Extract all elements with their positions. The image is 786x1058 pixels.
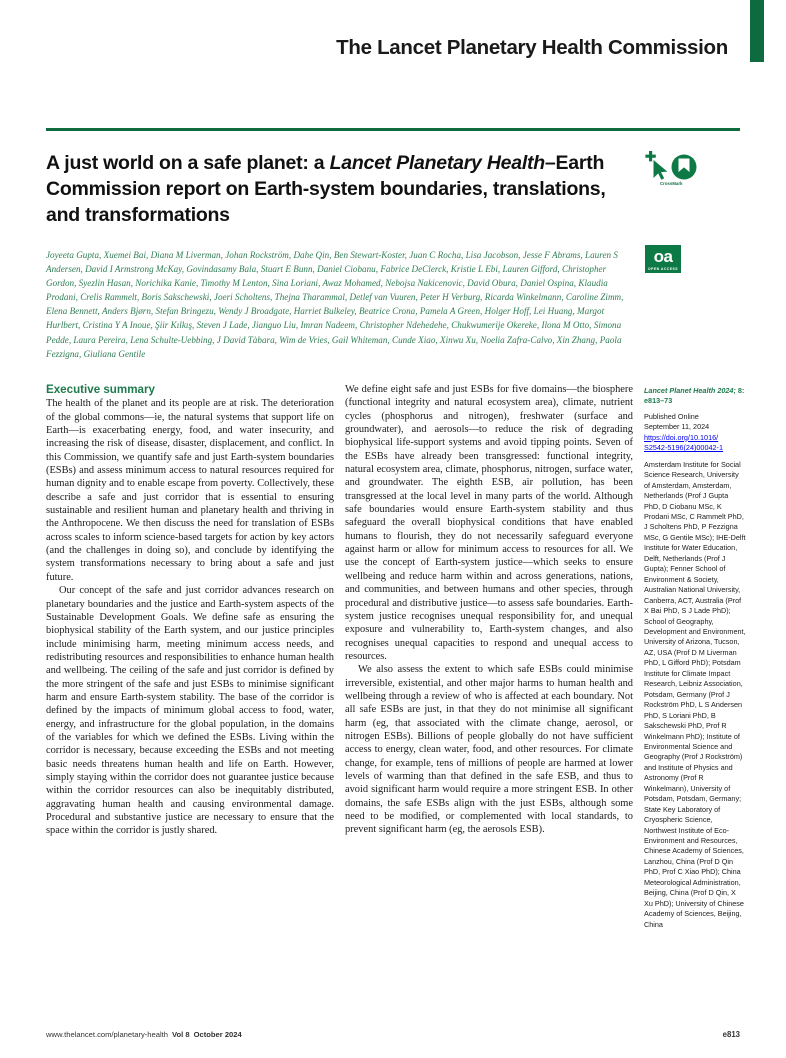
- executive-summary-column-1: [46, 383, 334, 838]
- section-heading-executive-summary: Executive summary: [46, 383, 155, 396]
- header-divider-rule: [46, 128, 740, 131]
- published-online-block: [644, 412, 746, 454]
- open-access-badge[interactable]: [645, 245, 681, 273]
- journal-section-title: The Lancet Planetary Health Commission: [336, 36, 728, 59]
- footer-volume: Vol 8: [172, 1030, 190, 1039]
- doi-link-line-2[interactable]: S2542-5196(24)00042-1: [644, 443, 724, 453]
- footer-date: October 2024: [193, 1030, 242, 1039]
- title-segment-journal: Lancet Planetary Health: [329, 152, 545, 174]
- citation-line: [644, 386, 746, 407]
- oa-badge-main-label: oa: [653, 247, 673, 266]
- page-title: [46, 150, 626, 228]
- article-title-block: [46, 150, 626, 228]
- oa-badge-sub-label: OPEN ACCESS: [647, 267, 679, 271]
- footer-left-group: [46, 1030, 242, 1039]
- summary-paragraph-1: The health of the planet and its people are at risk. The deterioration of the global commons—ie, the natural systems that support life on Earth—is exacerbating energy, food, and water insecurity, and increasing the risk of disease, disaster, displacement, and conflict. In this Commission, we quantify safe and just Earth-system boundaries (ESBs) and assess minimum access to natural resources required for human dignity and to enable escape from poverty. Collectively, these describe a safe and just corridor that is essential to ensuring sustainable and resilient human and planetary health and thriving in the Anthropocene. We then discuss the need for translation of ESBs across scales to inform science-based targets for action by key actors (and the challenges in doing so), and conclude by identifying the system transformations necessary to bring about a safe and just future.: [46, 398, 334, 583]
- affiliations-text: Amsterdam Institute for Social Science Research, University of Amsterdam, Amsterdam, Netherlands (Prof J Gupta PhD, D Ciobanu MSc, K Prodani MSc, C Rammelt PhD, J Scholtens PhD, P Fezzigna MSc, G Gentile MSc); IHE-Delft Institute for Water Education, Delft, Netherlands (Prof J Gupta); Fenner School of Environment & Society, Australian National University, Canberra, ACT, Australia (Prof X Bai PhD, S J Lade PhD); School of Geography, Development and Environment, University of Arizona, Tucson, AZ, USA (Prof D M Liverman PhD, L Gifford PhD); Potsdam Institute for Climate Impact Research, Leibniz Association, Potsdam, Germany (Prof J Rockström PhD, L S Andersen PhD, S Loriani PhD, B Sakschewski PhD, Prof R Winkelmann PhD); Institute of Environmental Science and Geography (Prof J Rockström) and Institute of Physics and Astronomy (Prof R Winkelmann), University of Potsdam, Potsdam, Germany; State Key Laboratory of Cryospheric Science, Northwest Institute of Eco-Environment and Resources, Chinese Academy of Sciences, Lanzhou, China (Prof D Qin PhD, Prof C Xiao PhD); China Meteorological Administration, Beijing, China (Prof D Qin, X Xu PhD); University of Chinese Academy of Sciences, Beijing, China: [644, 459, 746, 929]
- summary-paragraph-2: Our concept of the safe and just corridor advances research on planetary boundaries and the justice and Earth-system aspects of the Sustainable Development Goals. We define safe as ensuring the biophysical stability of the Earth system, and our justice principles include minimising harm, meeting minimum access needs, and redistributing resources and responsibilities to enhance human health and wellbeing. The ceiling of the safe and just corridor is defined by the more stringent of the safe and just ESBs to minimise significant harm and ensure Earth-system stability. The base of the corridor is defined by the impacts of minimum global access to food, water, energy, and infrastructure for the global population, in the domains of the variables for which we defined the ESBs. Living within the corridor is necessary, because exceeding the ESBs and not meeting basic needs threatens human health and life on Earth. However, simply staying within the corridor does not guarantee justice because within the corridor resources can also be inequitably distributed, aggravating human health and causing environmental damage. Procedural and substantive justice are necessary to ensure that the space within the corridor is justly shared.: [46, 585, 334, 837]
- citation-volume-pages: 8: e813–73: [644, 386, 745, 406]
- footer-page-number: e813: [722, 1030, 740, 1039]
- doi-link-line-1[interactable]: https://doi.org/10.1016/: [644, 432, 719, 442]
- title-segment-leading: A just world on a safe planet: a: [46, 152, 330, 174]
- citation-journal: Lancet Planet Health 2024;: [644, 386, 736, 395]
- summary-paragraph-3: We define eight safe and just ESBs for five domains—the biosphere (functional integrity and natural ecosystem area), climate, nutrient cycles (phosphorus and nitrogen), freshwater (surface and groundwater), and aerosols—to reduce the risk of degrading biophysical life-support systems and avoid tipping points. Seven of the ESBs have already been transgressed: functional integrity, natural ecosystem area, climate, phosphorus, nitrogen, surface water, and groundwater. The eighth ESB, air pollution, has been transgressed at the local level in many parts of the world. Although safe boundaries would ensure Earth-system stability and thus safeguard the overall biophysical conditions that have enabled humans to flourish, they do not necessarily safeguard everyone against harm or allow for minimum access to resources for all. We use the concept of Earth-system justice—which seeks to ensure wellbeing and reduce harm within and across generations, nations, and communities, and between humans and other species, through procedural and distributive justice—to assess safe boundaries. Earth-system justice recognises unequal responsibility for, and unequal exposure and vulnerability to, Earth-system changes, and also recognises unequal capacities to respond and unequal access to resources.: [345, 384, 633, 662]
- page-footer: [46, 1030, 740, 1039]
- crossmark-label: CrossMark: [660, 181, 683, 186]
- executive-summary-column-2: [345, 383, 633, 837]
- author-list: Joyeeta Gupta, Xuemei Bai, Diana M Liverman, Johan Rockström, Dahe Qin, Ben Stewart-Koster, Juan C Rocha, Lisa Jacobson, Jesse F Abrams, Lauren S Andersen, David I Armstrong McKay, Govindasamy Bala, Stuart E Bunn, Daniel Ciobanu, Fabrice DeClerck, Kristie L Ebi, Lauren Gifford, Christopher Gordon, Syezlin Hasan, Norichika Kanie, Timothy M Lenton, Sina Loriani, Awaz Mohamed, Nebojsa Nakicenovic, David Obura, Daniel Ospina, Klaudia Prodani, Crelis Rammelt, Boris Sakschewski, Joeri Scholtens, Thejna Tharammal, Detlef van Vuuren, Peter H Verburg, Ricarda Winkelmann, Caroline Zimm, Elena Bennett, Anders Bjørn, Stefan Bringezu, Wendy J Broadgate, Harriet Bulkeley, Beatrice Crona, Pamela A Green, Holger Hoff, Lei Huang, Margot Hurlbert, Cristina Y A Inoue, Şiir Kılkış, Steven J Lade, Jianguo Liu, Imran Nadeem, Christopher Ndehedehe, Chukwumerije Okereke, Ilona M Otto, Simona Pedde, Laura Pereira, Lena Schulte-Uebbing, J David Tàbara, Wim de Vries, Gail Whiteman, Cunde Xiao, Xinwu Xu, Noelia Zafra-Calvo, Xin Zhang, Paola Fezzigna, Giuliana Gentile: [46, 250, 624, 359]
- published-online-date: September 11, 2024: [644, 422, 710, 432]
- published-online-label: Published Online: [644, 411, 699, 421]
- article-metadata-sidebar: [644, 386, 746, 930]
- page-header: [0, 0, 786, 78]
- footer-url[interactable]: www.thelancet.com/planetary-health: [46, 1030, 168, 1039]
- header-accent-block: [750, 0, 764, 62]
- title-segment-trailing: –Earth Commission report on Earth-system boundaries, translations, and transformations: [46, 152, 606, 226]
- summary-paragraph-4: We also assess the extent to which safe ESBs could minimise irreversible, existential, and other major harms to human health and wellbeing through a review of who is affected at each boundary. Not all safe ESBs are just, in that they do not minimise all significant harm (eg, that associated with the climate change, aerosol, or nitrogen ESBs). Billions of people globally do not have sufficient access to energy, clean water, food, and other resources. For climate change, for example, tens of millions of people are harmed at lower levels of warming than that defined in the safe ESB, and thus to avoid significant harm would require a more stringent ESB. In other domains, the safe ESBs align with the just ESBs, although some need to be modified, or complemented with local standards, to prevent significant harm (eg, the aerosols ESB).: [345, 664, 633, 836]
